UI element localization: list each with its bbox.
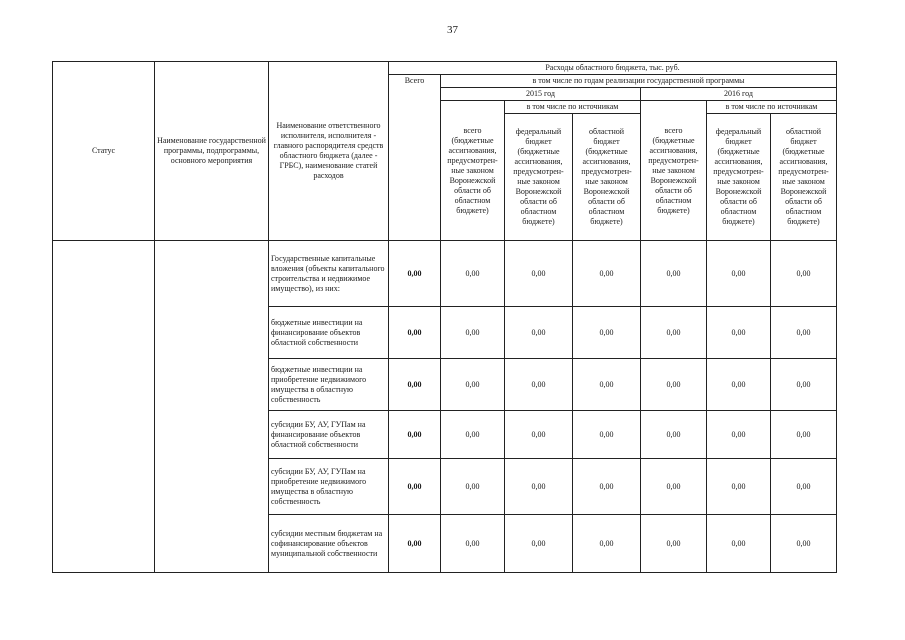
row-2015-federal: 0,00 [505, 307, 573, 359]
row-total: 0,00 [389, 359, 441, 411]
row-2016-federal: 0,00 [707, 307, 771, 359]
header-2016-all: всего (бюджетные ассигнования, предусмотрен-ные законом Воронежской области об областном бюджете) [641, 101, 707, 241]
row-2016-all: 0,00 [641, 307, 707, 359]
header-row-1 [53, 62, 837, 75]
row-2015-federal: 0,00 [505, 459, 573, 515]
header-status: Статус [53, 62, 155, 241]
row-2016-regional: 0,00 [771, 459, 837, 515]
header-2016-federal: федеральный бюджет (бюджетные ассигнования, предусмотрен-ные законом Воронежской области об областном бюджете) [707, 114, 771, 241]
row-2015-all: 0,00 [441, 359, 505, 411]
row-2015-regional: 0,00 [573, 307, 641, 359]
row-2016-all: 0,00 [641, 459, 707, 515]
header-2015-regional: областной бюджет (бюджетные ассигнования, предусмотрен-ные законом Воронежской области об областном бюджете) [573, 114, 641, 241]
row-2015-federal: 0,00 [505, 359, 573, 411]
row-2016-regional: 0,00 [771, 359, 837, 411]
row-2015-federal: 0,00 [505, 241, 573, 307]
header-executor: Наименование ответственного исполнителя, исполнителя - главного распорядителя средств областного бюджета (далее - ГРБС), наименование статей расходов [269, 62, 389, 241]
status-cell [53, 241, 155, 573]
header-2015-by-sources: в том числе по источникам [505, 101, 641, 114]
row-name: бюджетные инвестиции на приобретение недвижимого имущества в областную собственность [269, 359, 389, 411]
row-name: субсидии БУ, АУ, ГУПам на финансирование объектов областной собственности [269, 411, 389, 459]
row-2016-federal: 0,00 [707, 359, 771, 411]
row-total: 0,00 [389, 459, 441, 515]
row-2015-regional: 0,00 [573, 241, 641, 307]
header-expenses: Расходы областного бюджета, тыс. руб. [389, 62, 837, 75]
header-2016-by-sources: в том числе по источникам [707, 101, 837, 114]
row-total: 0,00 [389, 411, 441, 459]
row-2016-regional: 0,00 [771, 515, 837, 573]
row-2015-all: 0,00 [441, 515, 505, 573]
budget-table [52, 61, 837, 573]
header-program-name: Наименование государственной программы, подпрограммы, основного мероприятия [155, 62, 269, 241]
header-by-years: в том числе по годам реализации государственной программы [441, 75, 837, 88]
row-2016-federal: 0,00 [707, 459, 771, 515]
row-2015-federal: 0,00 [505, 411, 573, 459]
row-name: бюджетные инвестиции на финансирование объектов областной собственности [269, 307, 389, 359]
header-year-2015: 2015 год [441, 88, 641, 101]
header-2015-all: всего (бюджетные ассигнования, предусмотрен-ные законом Воронежской области об областном бюджете) [441, 101, 505, 241]
row-2015-regional: 0,00 [573, 359, 641, 411]
row-2015-all: 0,00 [441, 241, 505, 307]
row-2015-federal: 0,00 [505, 515, 573, 573]
row-2016-all: 0,00 [641, 359, 707, 411]
row-2016-federal: 0,00 [707, 411, 771, 459]
row-2016-regional: 0,00 [771, 307, 837, 359]
row-2015-all: 0,00 [441, 459, 505, 515]
row-total: 0,00 [389, 307, 441, 359]
program-cell [155, 241, 269, 573]
row-2016-all: 0,00 [641, 241, 707, 307]
row-name: субсидии БУ, АУ, ГУПам на приобретение недвижимого имущества в областную собственность [269, 459, 389, 515]
row-2016-all: 0,00 [641, 411, 707, 459]
header-total: Всего [389, 75, 441, 241]
row-2016-federal: 0,00 [707, 241, 771, 307]
header-year-2016: 2016 год [641, 88, 837, 101]
table-row [53, 241, 837, 307]
page-number: 37 [447, 24, 458, 36]
row-2016-regional: 0,00 [771, 411, 837, 459]
row-total: 0,00 [389, 241, 441, 307]
row-2016-regional: 0,00 [771, 241, 837, 307]
header-2015-federal: федеральный бюджет (бюджетные ассигнования, предусмотрен-ные законом Воронежской области об областном бюджете) [505, 114, 573, 241]
row-2015-all: 0,00 [441, 307, 505, 359]
header-2016-regional: областной бюджет (бюджетные ассигнования, предусмотрен-ные законом Воронежской области об областном бюджете) [771, 114, 837, 241]
row-2015-all: 0,00 [441, 411, 505, 459]
row-2015-regional: 0,00 [573, 459, 641, 515]
row-2015-regional: 0,00 [573, 411, 641, 459]
row-total: 0,00 [389, 515, 441, 573]
row-2015-regional: 0,00 [573, 515, 641, 573]
row-2016-all: 0,00 [641, 515, 707, 573]
row-name: Государственные капитальные вложения (объекты капитального строительства и недвижимое имущество), из них: [269, 241, 389, 307]
row-2016-federal: 0,00 [707, 515, 771, 573]
row-name: субсидии местным бюджетам на софинансирование объектов муниципальной собственности [269, 515, 389, 573]
